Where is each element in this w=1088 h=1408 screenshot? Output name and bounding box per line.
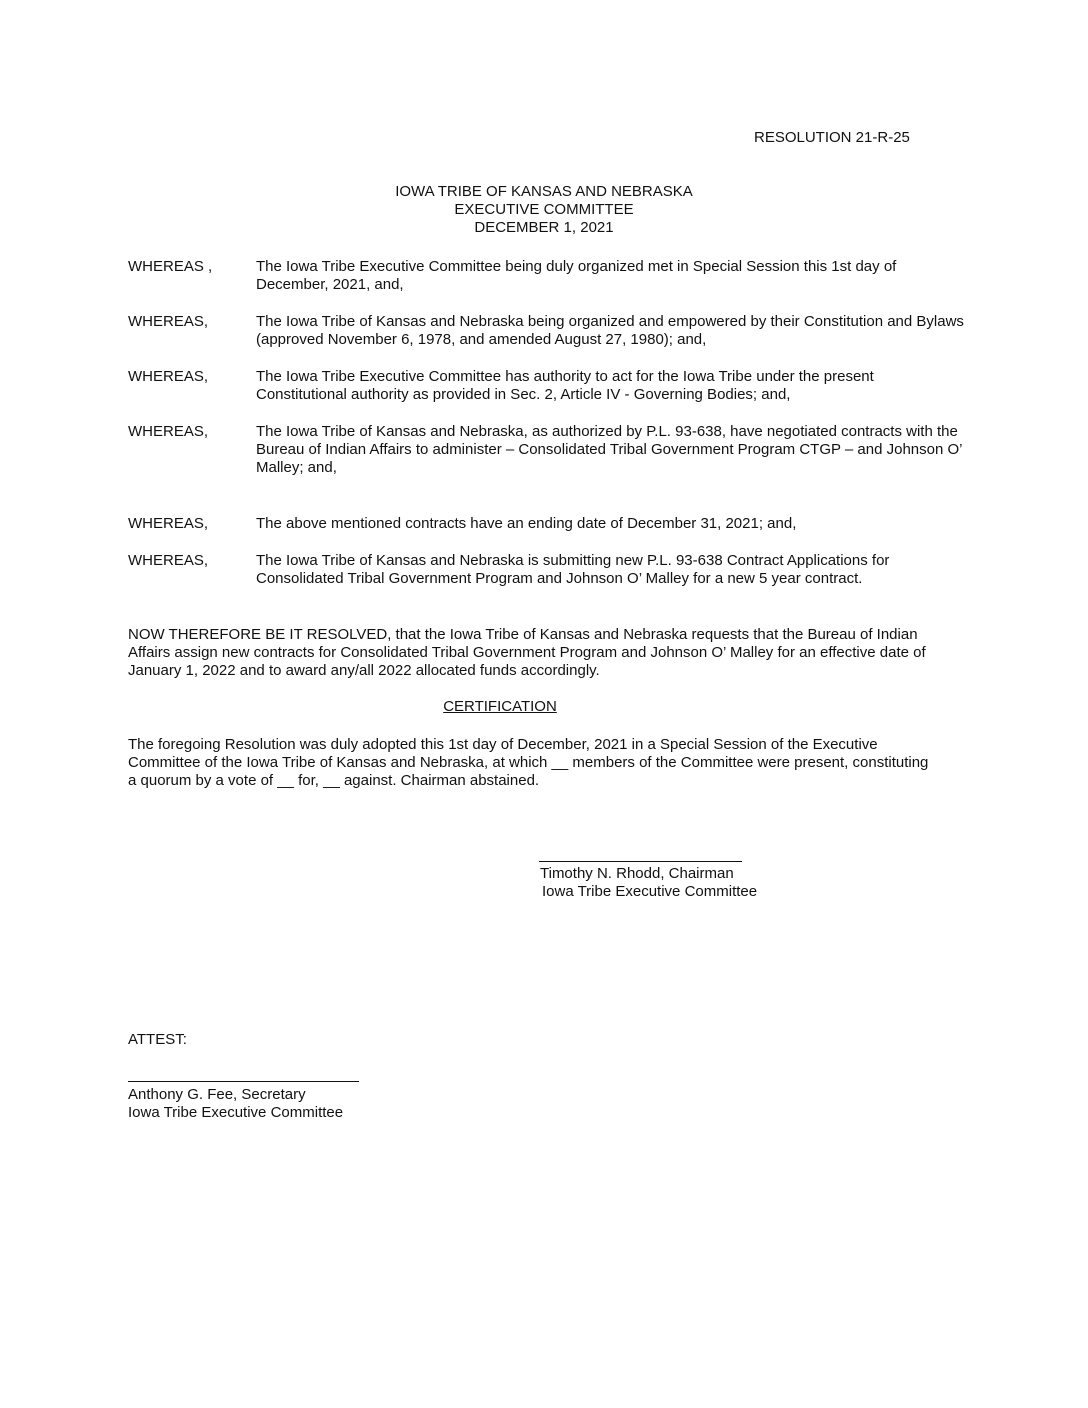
whereas-text: The Iowa Tribe Executive Committee has authority to act for the Iowa Tribe under the present Constitutional authority as provided in Sec. 2, Article IV - Governing Bodies; and, [256, 368, 874, 403]
secretary-signature-line [128, 1081, 359, 1082]
whereas-text: The Iowa Tribe of Kansas and Nebraska being organized and empowered by their Constitution and Bylaws (approved November 6, 1978, and amended August 27, 1980); and, [256, 313, 964, 348]
whereas-text: The Iowa Tribe of Kansas and Nebraska is submitting new P.L. 93-638 Contract Applications for Consolidated Tribal Government Program and Johnson O’ Malley for a new 5 year contract. [256, 552, 890, 587]
whereas-text: The above mentioned contracts have an ending date of December 31, 2021; and, [256, 515, 797, 532]
heading-date: DECEMBER 1, 2021 [474, 219, 614, 236]
whereas-label: WHEREAS , [128, 258, 213, 275]
attest-label: ATTEST: [128, 1031, 187, 1048]
certification-body: The foregoing Resolution was duly adopted this 1st day of December, 2021 in a Special Session of the Executive Committee of the Iowa Tribe of Kansas and Nebraska, at which __ members of the Committee were present, constituting a quorum by a vote of __ for, __ against. Chairman abstained. [128, 736, 929, 789]
resolution-number: RESOLUTION 21-R-25 [754, 129, 910, 146]
whereas-label: WHEREAS, [128, 423, 209, 440]
whereas-label: WHEREAS, [128, 515, 209, 532]
heading-committee: EXECUTIVE COMMITTEE [454, 201, 634, 218]
whereas-text: The Iowa Tribe Executive Committee being duly organized met in Special Session this 1st day of December, 2021, and, [256, 258, 897, 293]
secretary-name: Anthony G. Fee, Secretary [128, 1086, 306, 1103]
document-heading [0, 183, 1088, 237]
whereas-label: WHEREAS, [128, 368, 209, 385]
chairman-organization: Iowa Tribe Executive Committee [542, 883, 758, 900]
heading-tribe-name: IOWA TRIBE OF KANSAS AND NEBRASKA [395, 183, 693, 200]
whereas-label: WHEREAS, [128, 552, 209, 569]
chairman-signature-line [539, 861, 742, 862]
secretary-organization: Iowa Tribe Executive Committee [128, 1104, 344, 1121]
certification-title: CERTIFICATION [443, 698, 557, 715]
chairman-name: Timothy N. Rhodd, Chairman [540, 865, 734, 882]
resolved-clause: NOW THEREFORE BE IT RESOLVED, that the Iowa Tribe of Kansas and Nebraska requests that the Bureau of Indian Affairs assign new contracts for Consolidated Tribal Government Program and Johnson O’ Malley for an effective date of January 1, 2022 and to award any/all 2022 allocated funds accordingly. [128, 626, 926, 679]
whereas-label: WHEREAS, [128, 313, 209, 330]
whereas-text: The Iowa Tribe of Kansas and Nebraska, as authorized by P.L. 93-638, have negotiated contracts with the Bureau of Indian Affairs to administer – Consolidated Tribal Government Program CTGP – and Johnson O’ Malley; and, [256, 423, 962, 476]
